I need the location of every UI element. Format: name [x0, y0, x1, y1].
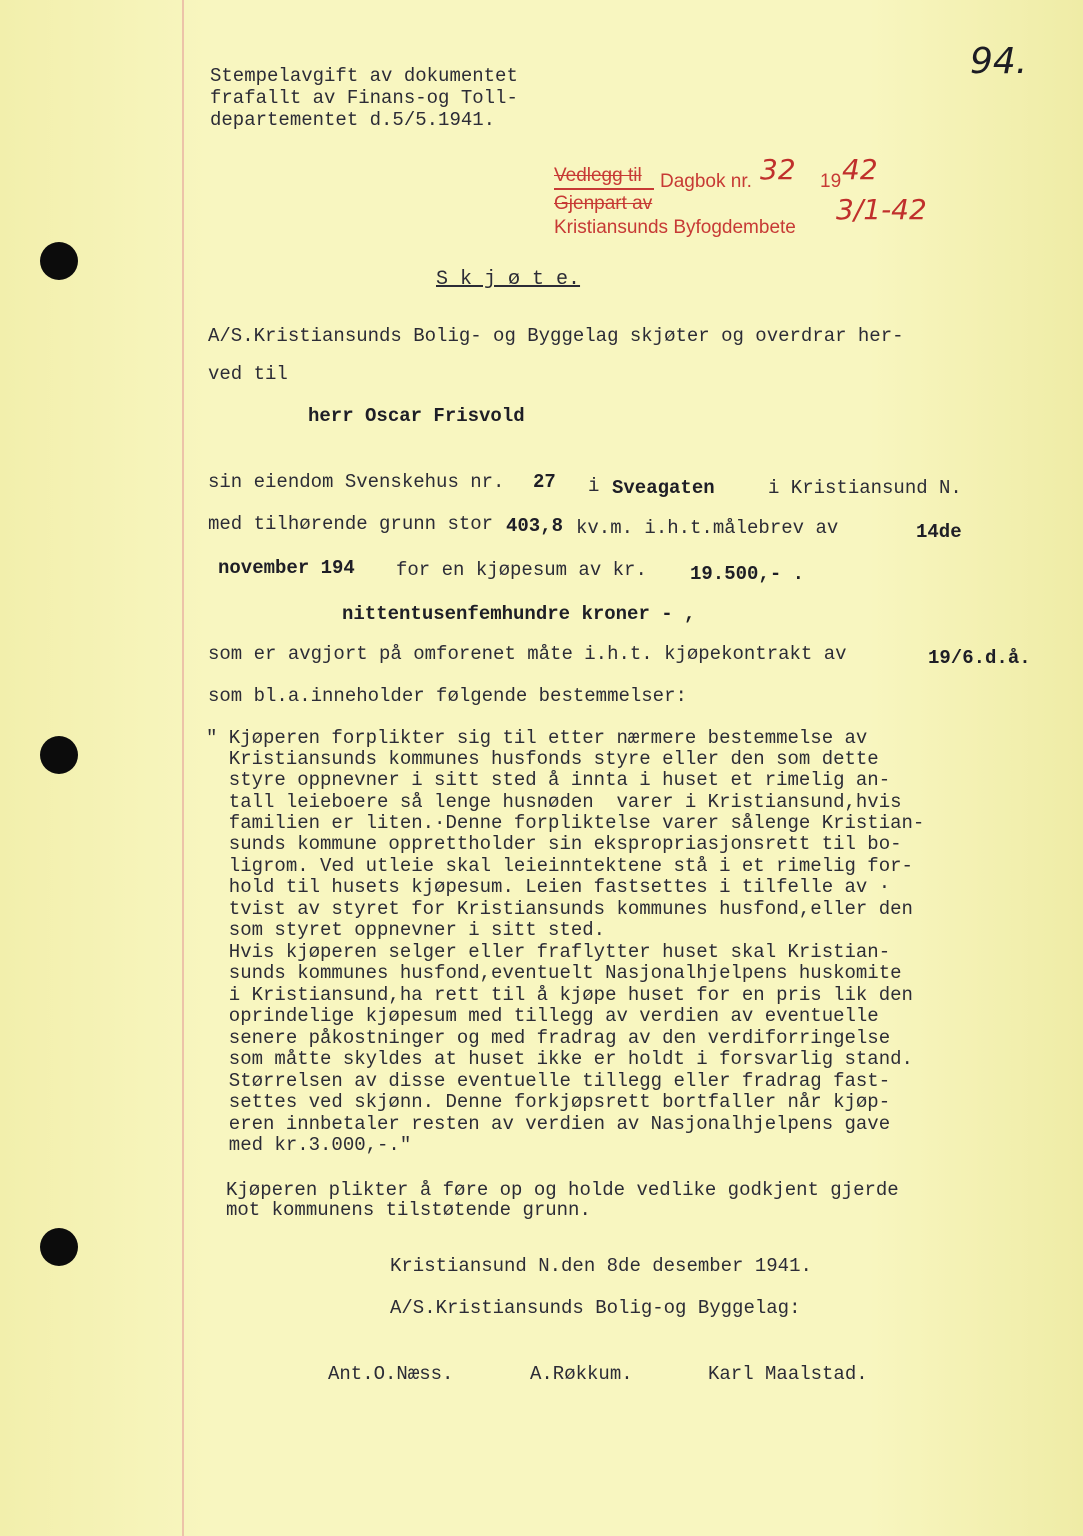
- property-line-text: med tilhørende grunn stor: [208, 513, 494, 535]
- page-number: 94.: [970, 41, 1028, 82]
- clause-line: eren innbetaler resten av verdien av Nasjonalhjelpens gave: [206, 1113, 891, 1135]
- clause-line: settes ved skjønn. Denne forkjøpsrett bortfaller når kjøp-: [206, 1091, 891, 1113]
- signatory: Karl Maalstad.: [708, 1363, 868, 1385]
- stamp-struck-prefix: Vedlegg til: [554, 165, 642, 186]
- stamp-struck-prefix: Gjenpart av: [554, 193, 653, 214]
- clause-line: styre oppnevner i sitt sted å innta i huset et rimelig an-: [206, 769, 891, 791]
- document-title: S k j ø t e.: [436, 268, 581, 291]
- stamp-duty-line: departementet d.5/5.1941.: [210, 109, 496, 131]
- house-number: 27: [533, 471, 556, 493]
- clause-line: tvist av styret for Kristiansunds kommunes husfond,eller den: [206, 898, 913, 920]
- clause-line: tall leieboere så lenge husnøden varer i Kristiansund,hvis: [206, 791, 902, 813]
- signatory: A.Røkkum.: [530, 1363, 633, 1385]
- fence-clause-line: mot kommunens tilstøtende grunn.: [226, 1199, 591, 1221]
- stamp-year: 19: [820, 171, 842, 192]
- clause-line: familien er liten.·Denne forpliktelse varer sålenge Kristian-: [206, 812, 925, 834]
- stamp-duty-line: Stempelavgift av dokumentet: [210, 65, 518, 87]
- fence-clause-line: Kjøperen plikter å føre op og holde vedlike godkjent gjerde: [226, 1179, 899, 1201]
- punch-hole: [40, 242, 78, 280]
- stamp-office: Kristiansunds Byfogdembete: [554, 217, 796, 238]
- margin-rule: [182, 0, 184, 1536]
- agreement-line: som bl.a.inneholder følgende bestemmelser:: [208, 685, 687, 707]
- street-name: Sveagaten: [612, 477, 715, 499]
- handwritten-date: 3/1-42: [836, 193, 927, 226]
- stamp-label: Dagbok nr.: [660, 171, 752, 192]
- buyer-name: herr Oscar Frisvold: [308, 405, 525, 427]
- clause-line: oprindelige kjøpesum med tillegg av verdien av eventuelle: [206, 1005, 879, 1027]
- plot-area: 403,8: [506, 515, 564, 537]
- purchase-price: 19.500,- .: [690, 563, 805, 585]
- clause-line: hold til husets kjøpesum. Leien fastsettes i tilfelle av ·: [206, 876, 891, 898]
- punch-hole: [40, 736, 78, 774]
- clause-line: sunds kommunes husfond,eventuelt Nasjonalhjelpens huskomite: [206, 962, 902, 984]
- clause-line: Hvis kjøperen selger eller fraflytter huset skal Kristian-: [206, 941, 891, 963]
- clause-line: som måtte skyldes at huset ikke er holdt i forsvarlig stand.: [206, 1048, 913, 1070]
- agreement-line: som er avgjort på omforenet måte i.h.t. kjøpekontrakt av: [208, 643, 847, 665]
- property-line-text: i Kristiansund N.: [768, 477, 962, 499]
- clause-line: senere påkostninger og med fradrag av den verdiforringelse: [206, 1027, 891, 1049]
- punch-hole: [40, 1228, 78, 1266]
- survey-month-year: november 194: [218, 557, 355, 579]
- place-and-date: Kristiansund N.den 8de desember 1941.: [390, 1255, 812, 1277]
- signatory: Ant.O.Næss.: [328, 1363, 454, 1385]
- clause-line: med kr.3.000,-.": [206, 1134, 412, 1156]
- clause-line: sunds kommune opprettholder sin ekspropriasjonsrett til bo-: [206, 833, 902, 855]
- clause-line: ligrom. Ved utleie skal leieinntektene stå i et rimelig for-: [206, 855, 913, 877]
- clause-line: " Kjøperen forplikter sig til etter nærmere bestemmelse av: [206, 727, 868, 749]
- price-in-words: nittentusenfemhundre kroner - ,: [342, 603, 696, 625]
- handwritten-dagbok-number: 32: [760, 153, 796, 186]
- intro-line: A/S.Kristiansunds Bolig- og Byggelag skjøter og overdrar her-: [208, 325, 904, 347]
- clause-line: Kristiansunds kommunes husfonds styre eller den som dette: [206, 748, 879, 770]
- property-line-text: sin eiendom Svenskehus nr.: [208, 471, 505, 493]
- company-name: A/S.Kristiansunds Bolig-og Byggelag:: [390, 1297, 801, 1319]
- property-line-text: kv.m. i.h.t.målebrev av: [576, 517, 839, 539]
- survey-day: 14de: [916, 521, 962, 543]
- clause-line: i Kristiansund,ha rett til å kjøpe huset for en pris lik den: [206, 984, 913, 1006]
- handwritten-year: 42: [842, 153, 878, 186]
- intro-line: ved til: [208, 363, 288, 385]
- clause-line: Størrelsen av disse eventuelle tillegg eller fradrag fast-: [206, 1070, 891, 1092]
- property-line-text: for en kjøpesum av kr.: [396, 559, 647, 581]
- stamp-duty-line: frafallt av Finans-og Toll-: [210, 87, 518, 109]
- contract-date: 19/6.d.å.: [928, 647, 1031, 669]
- clause-line: som styret oppnevner i sitt sted.: [206, 919, 606, 941]
- property-line-text: i: [588, 475, 600, 497]
